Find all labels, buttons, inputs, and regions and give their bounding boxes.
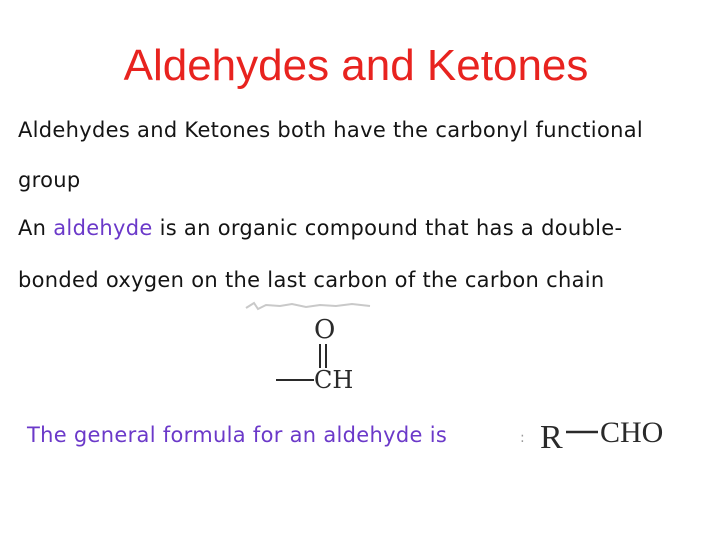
body-line-carbonyl-intro: Aldehydes and Ketones both have the carbonyl functional <box>18 118 644 142</box>
body-line-aldehyde-definition <box>18 214 622 242</box>
formula-caption: The general formula for an aldehyde is <box>27 423 448 447</box>
rcho-formula-image <box>512 410 682 460</box>
body-line-group: group <box>18 168 81 192</box>
body-line-aldehyde-definition-cont: bonded oxygen on the last carbon of the carbon chain <box>18 268 605 292</box>
svg-text::: : <box>520 430 525 446</box>
aldehyde-structure-image <box>262 310 382 396</box>
structure-oxygen: O <box>314 315 336 345</box>
structure-ch: CH <box>314 366 354 394</box>
aldehyde-highlight: aldehyde <box>53 216 153 240</box>
definition-rest: is an organic compound that has a double- <box>152 216 623 240</box>
definition-prefix: An <box>18 216 54 240</box>
formula-r: R <box>540 419 563 456</box>
slide-title: Aldehydes and Ketones <box>123 41 589 90</box>
formula-cho: CHO <box>600 416 664 449</box>
